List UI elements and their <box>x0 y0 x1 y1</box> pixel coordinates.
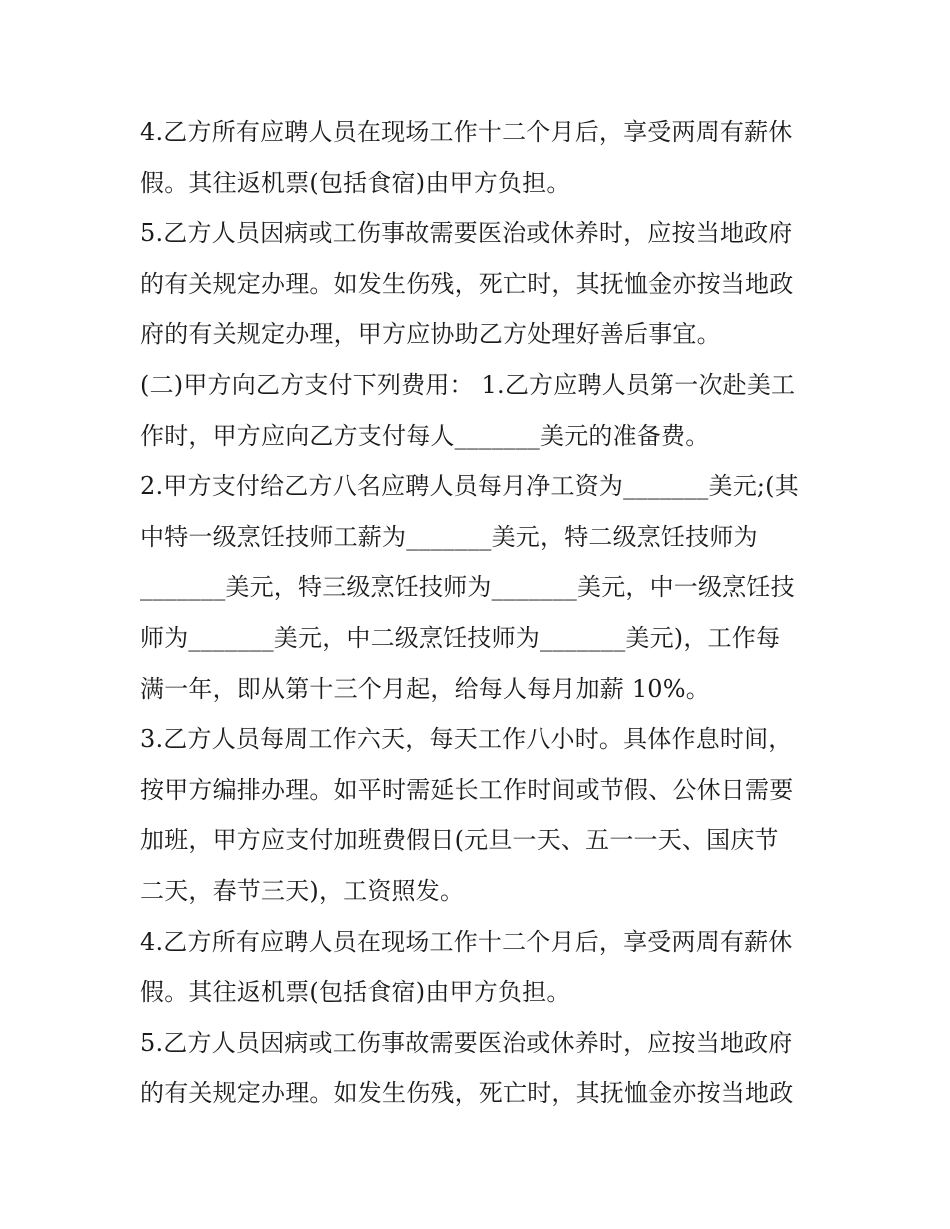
text-line: 的有关规定办理。如发生伤残，死亡时，其抚恤金亦按当地政 <box>140 269 794 298</box>
text-line: 满一年，即从第十三个月起，给每人每月加薪 10%。 <box>140 674 710 703</box>
text-line: 假。其往返机票(包括食宿)由甲方负担。 <box>140 978 571 1007</box>
text-line: 按甲方编排办理。如平时需延长工作时间或节假、公休日需要 <box>140 775 794 804</box>
text-line: 假。其往返机票(包括食宿)由甲方负担。 <box>140 168 571 197</box>
text-line: 3.乙方人员每周工作六天，每天工作八小时。具体作息时间， <box>140 725 793 754</box>
text-line: 5.乙方人员因病或工伤事故需要医治或休养时，应按当地政府 <box>140 1028 793 1057</box>
text-line: 4.乙方所有应聘人员在现场工作十二个月后，享受两周有薪休 <box>140 118 793 146</box>
document-body <box>140 107 820 1119</box>
text-line: 的有关规定办理。如发生伤残，死亡时，其抚恤金亦按当地政 <box>140 1079 794 1108</box>
text-line: 作时，甲方应向乙方支付每人_______美元的准备费。 <box>140 421 710 450</box>
text-line: 府的有关规定办理，甲方应协助乙方处理好善后事宜。 <box>140 320 721 349</box>
text-line: _______美元，特三级烹饪技师为_______美元，中一级烹饪技 <box>140 573 795 602</box>
text-line: 师为_______美元，中二级烹饪技师为_______美元)，工作每 <box>140 623 781 652</box>
text-line: 4.乙方所有应聘人员在现场工作十二个月后，享受两周有薪休 <box>140 927 793 956</box>
text-line: 2.甲方支付给乙方八名应聘人员每月净工资为_______美元;(其 <box>140 472 799 501</box>
text-line: 中特一级烹饪技师工薪为_______美元，特二级烹饪技师为 <box>140 522 758 551</box>
text-line: (二)甲方向乙方支付下列费用： 1.乙方应聘人员第一次赴美工 <box>140 370 796 399</box>
text-line: 5.乙方人员因病或工伤事故需要医治或休养时，应按当地政府 <box>140 219 793 248</box>
text-line: 加班，甲方应支付加班费假日(元旦一天、五一一天、国庆节 <box>140 826 779 855</box>
text-line: 二天，春节三天)，工资照发。 <box>140 876 465 905</box>
